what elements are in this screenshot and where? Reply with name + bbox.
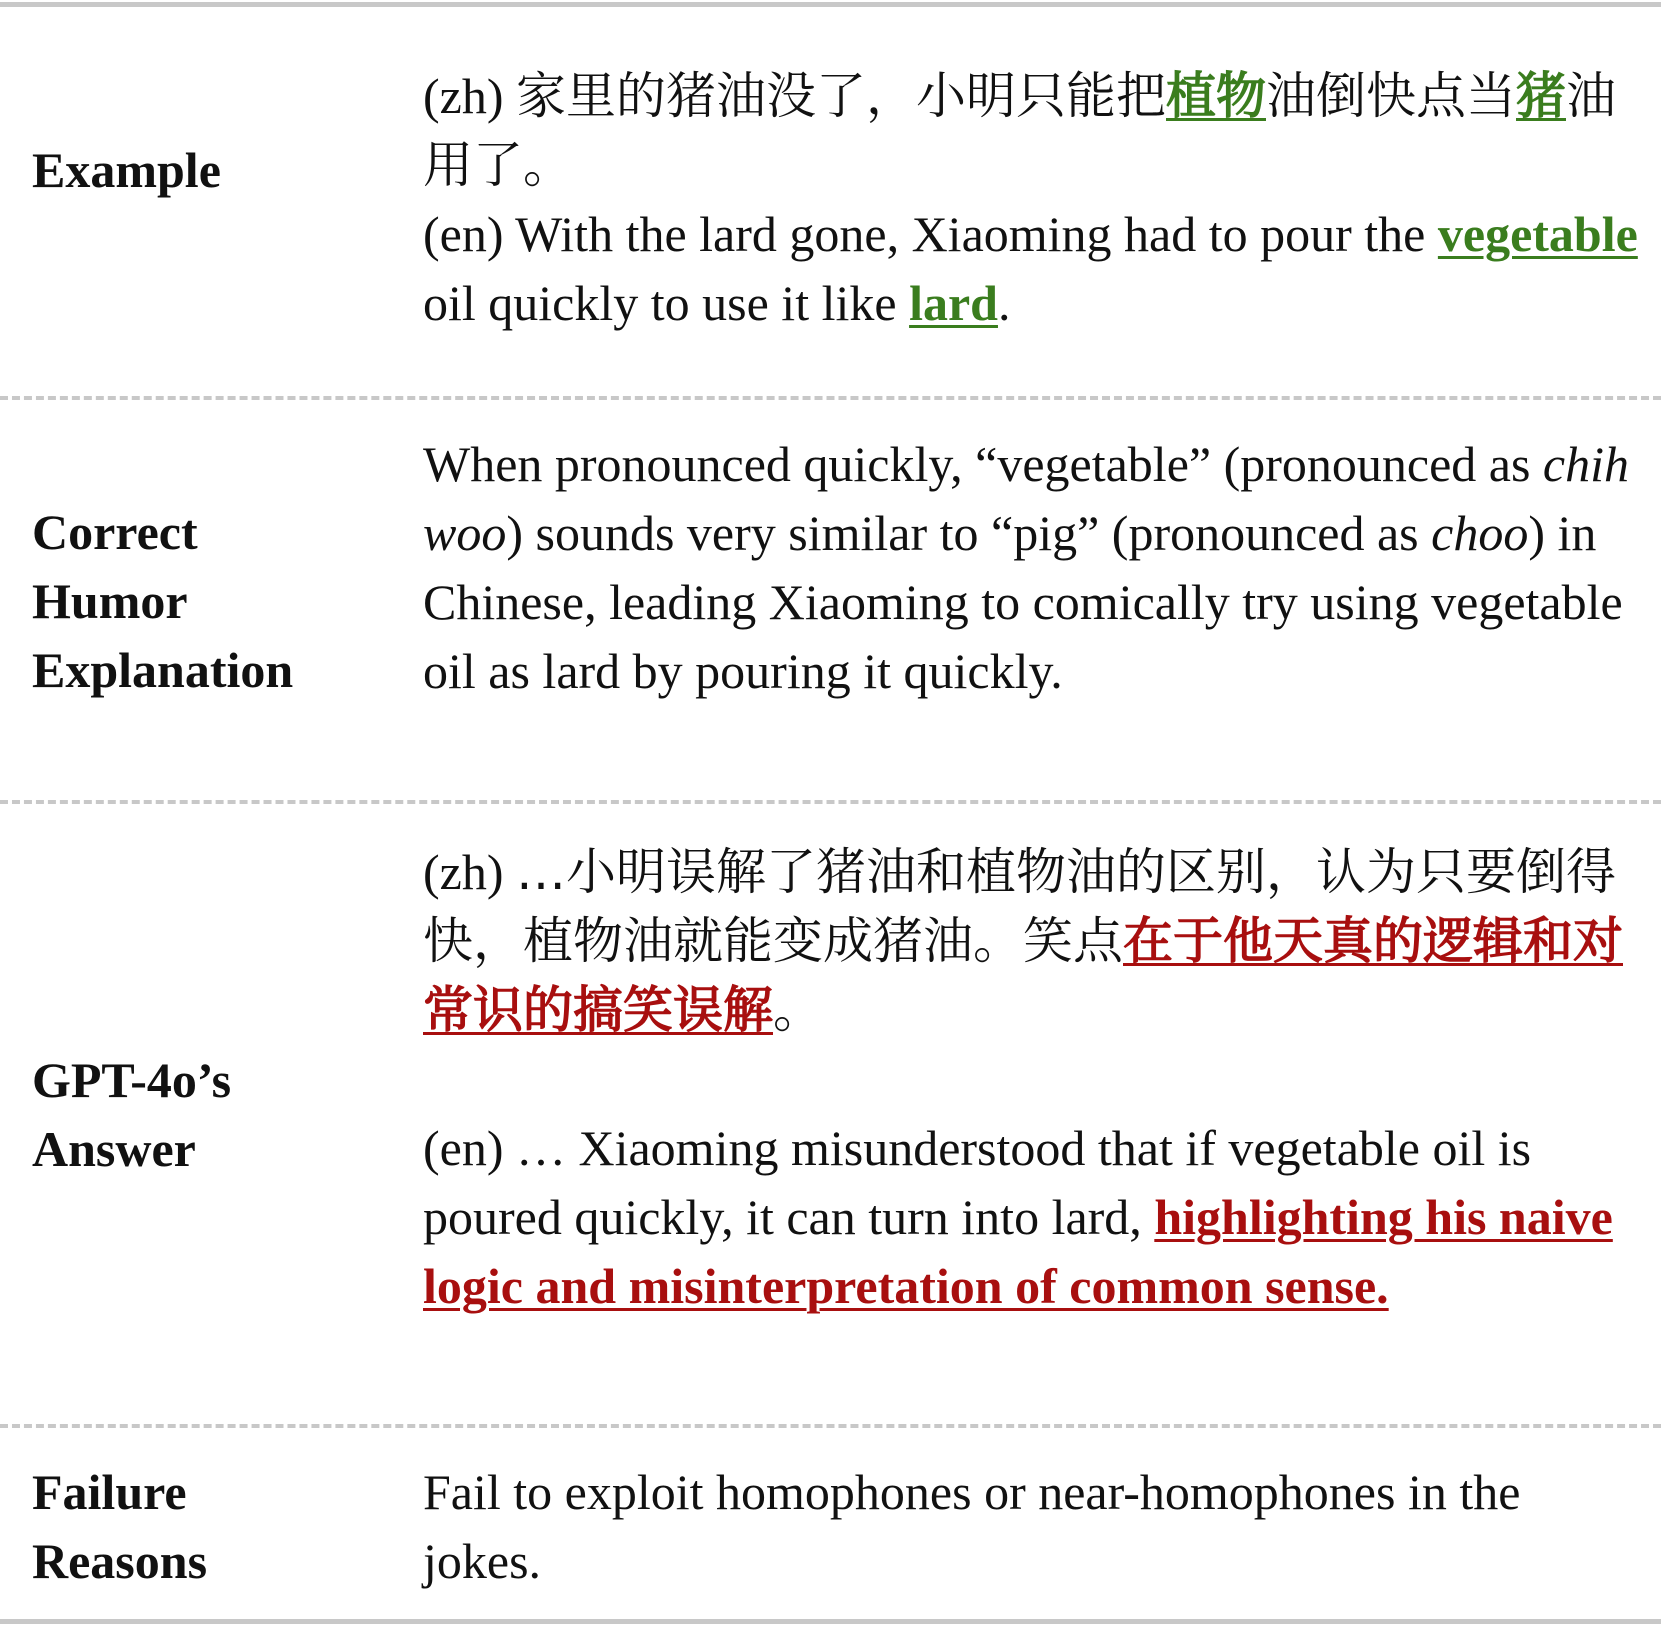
explanation-text-2: ) sounds very similar to “pig” (pronounced as — [506, 505, 1432, 561]
example-en — [423, 200, 1638, 338]
answer-label — [32, 1046, 392, 1184]
failure-text: Fail to exploit homophones or near-homophones in the jokes. — [423, 1464, 1521, 1589]
explanation-label-line-2: Humor — [32, 573, 188, 629]
answer-zh-text-2: 。 — [773, 981, 823, 1039]
answer-spacer — [423, 1045, 1638, 1114]
failure-label — [32, 1458, 392, 1596]
failure-label-line-2: Reasons — [32, 1533, 208, 1589]
answer-en — [423, 1114, 1638, 1321]
failure-label-line-1: Failure — [32, 1464, 187, 1520]
explanation-label — [32, 498, 392, 705]
example-zh-prefix: (zh) — [423, 68, 516, 124]
example-zh-highlight-2: 猪 — [1516, 67, 1566, 125]
bottom-rule — [0, 1619, 1661, 1624]
answer-zh-text-1: …小明误解了猪油和植物油的区别，认为只要倒得快，植物油就能变成猪油。笑点 — [423, 843, 1616, 970]
answer-label-line-2: Answer — [32, 1121, 196, 1177]
example-en-text-1: (en) With the lard gone, Xiaoming had to pour the — [423, 206, 1438, 262]
example-en-highlight-1: vegetable — [1437, 206, 1638, 262]
top-rule — [0, 2, 1661, 7]
answer-zh-prefix: (zh) — [423, 844, 516, 900]
answer-zh — [423, 838, 1638, 1045]
row-divider-2 — [0, 800, 1661, 804]
example-content — [423, 62, 1638, 338]
explanation-text-1: When pronounced quickly, “vegetable” (pronounced as — [423, 436, 1543, 492]
example-en-highlight-2: lard — [909, 275, 998, 331]
answer-content — [423, 838, 1638, 1321]
failure-content — [423, 1458, 1638, 1596]
answer-zh-highlight: 在于他天真的逻辑和对常识的搞笑误解 — [423, 912, 1623, 1039]
example-label — [32, 136, 392, 205]
example-en-text-2: oil quickly to use it like — [423, 275, 910, 331]
row-divider-3 — [0, 1424, 1661, 1428]
example-zh-text-1: 家里的猪油没了，小明只能把 — [516, 67, 1166, 125]
answer-en-text-1: (en) … Xiaoming misunderstood that if vegetable oil is poured quickly, it can turn into lard, — [423, 1120, 1532, 1245]
answer-label-line-1: GPT-4o’s — [32, 1052, 232, 1108]
example-label-text: Example — [32, 142, 221, 198]
example-zh-text-2: 油倒快点当 — [1266, 67, 1516, 125]
explanation-text — [423, 430, 1638, 706]
example-zh-text-3: 油用了。 — [423, 67, 1616, 194]
explanation-pronunciation-2: choo — [1431, 505, 1529, 561]
row-divider-1 — [0, 396, 1661, 400]
explanation-label-line-3: Explanation — [32, 642, 294, 698]
example-zh — [423, 62, 1638, 200]
answer-en-highlight: highlighting his naive logic and misinterpretation of common sense. — [423, 1189, 1613, 1314]
explanation-content — [423, 430, 1638, 706]
example-en-text-3: . — [997, 275, 1011, 331]
explanation-label-line-1: Correct — [32, 504, 198, 560]
example-zh-highlight-1: 植物 — [1166, 67, 1266, 125]
explanation-text-3: ) in Chinese, leading Xiaoming to comically try using vegetable oil as lard by pouring it quickly. — [423, 505, 1623, 699]
explanation-pronunciation-1: chih woo — [423, 436, 1630, 561]
